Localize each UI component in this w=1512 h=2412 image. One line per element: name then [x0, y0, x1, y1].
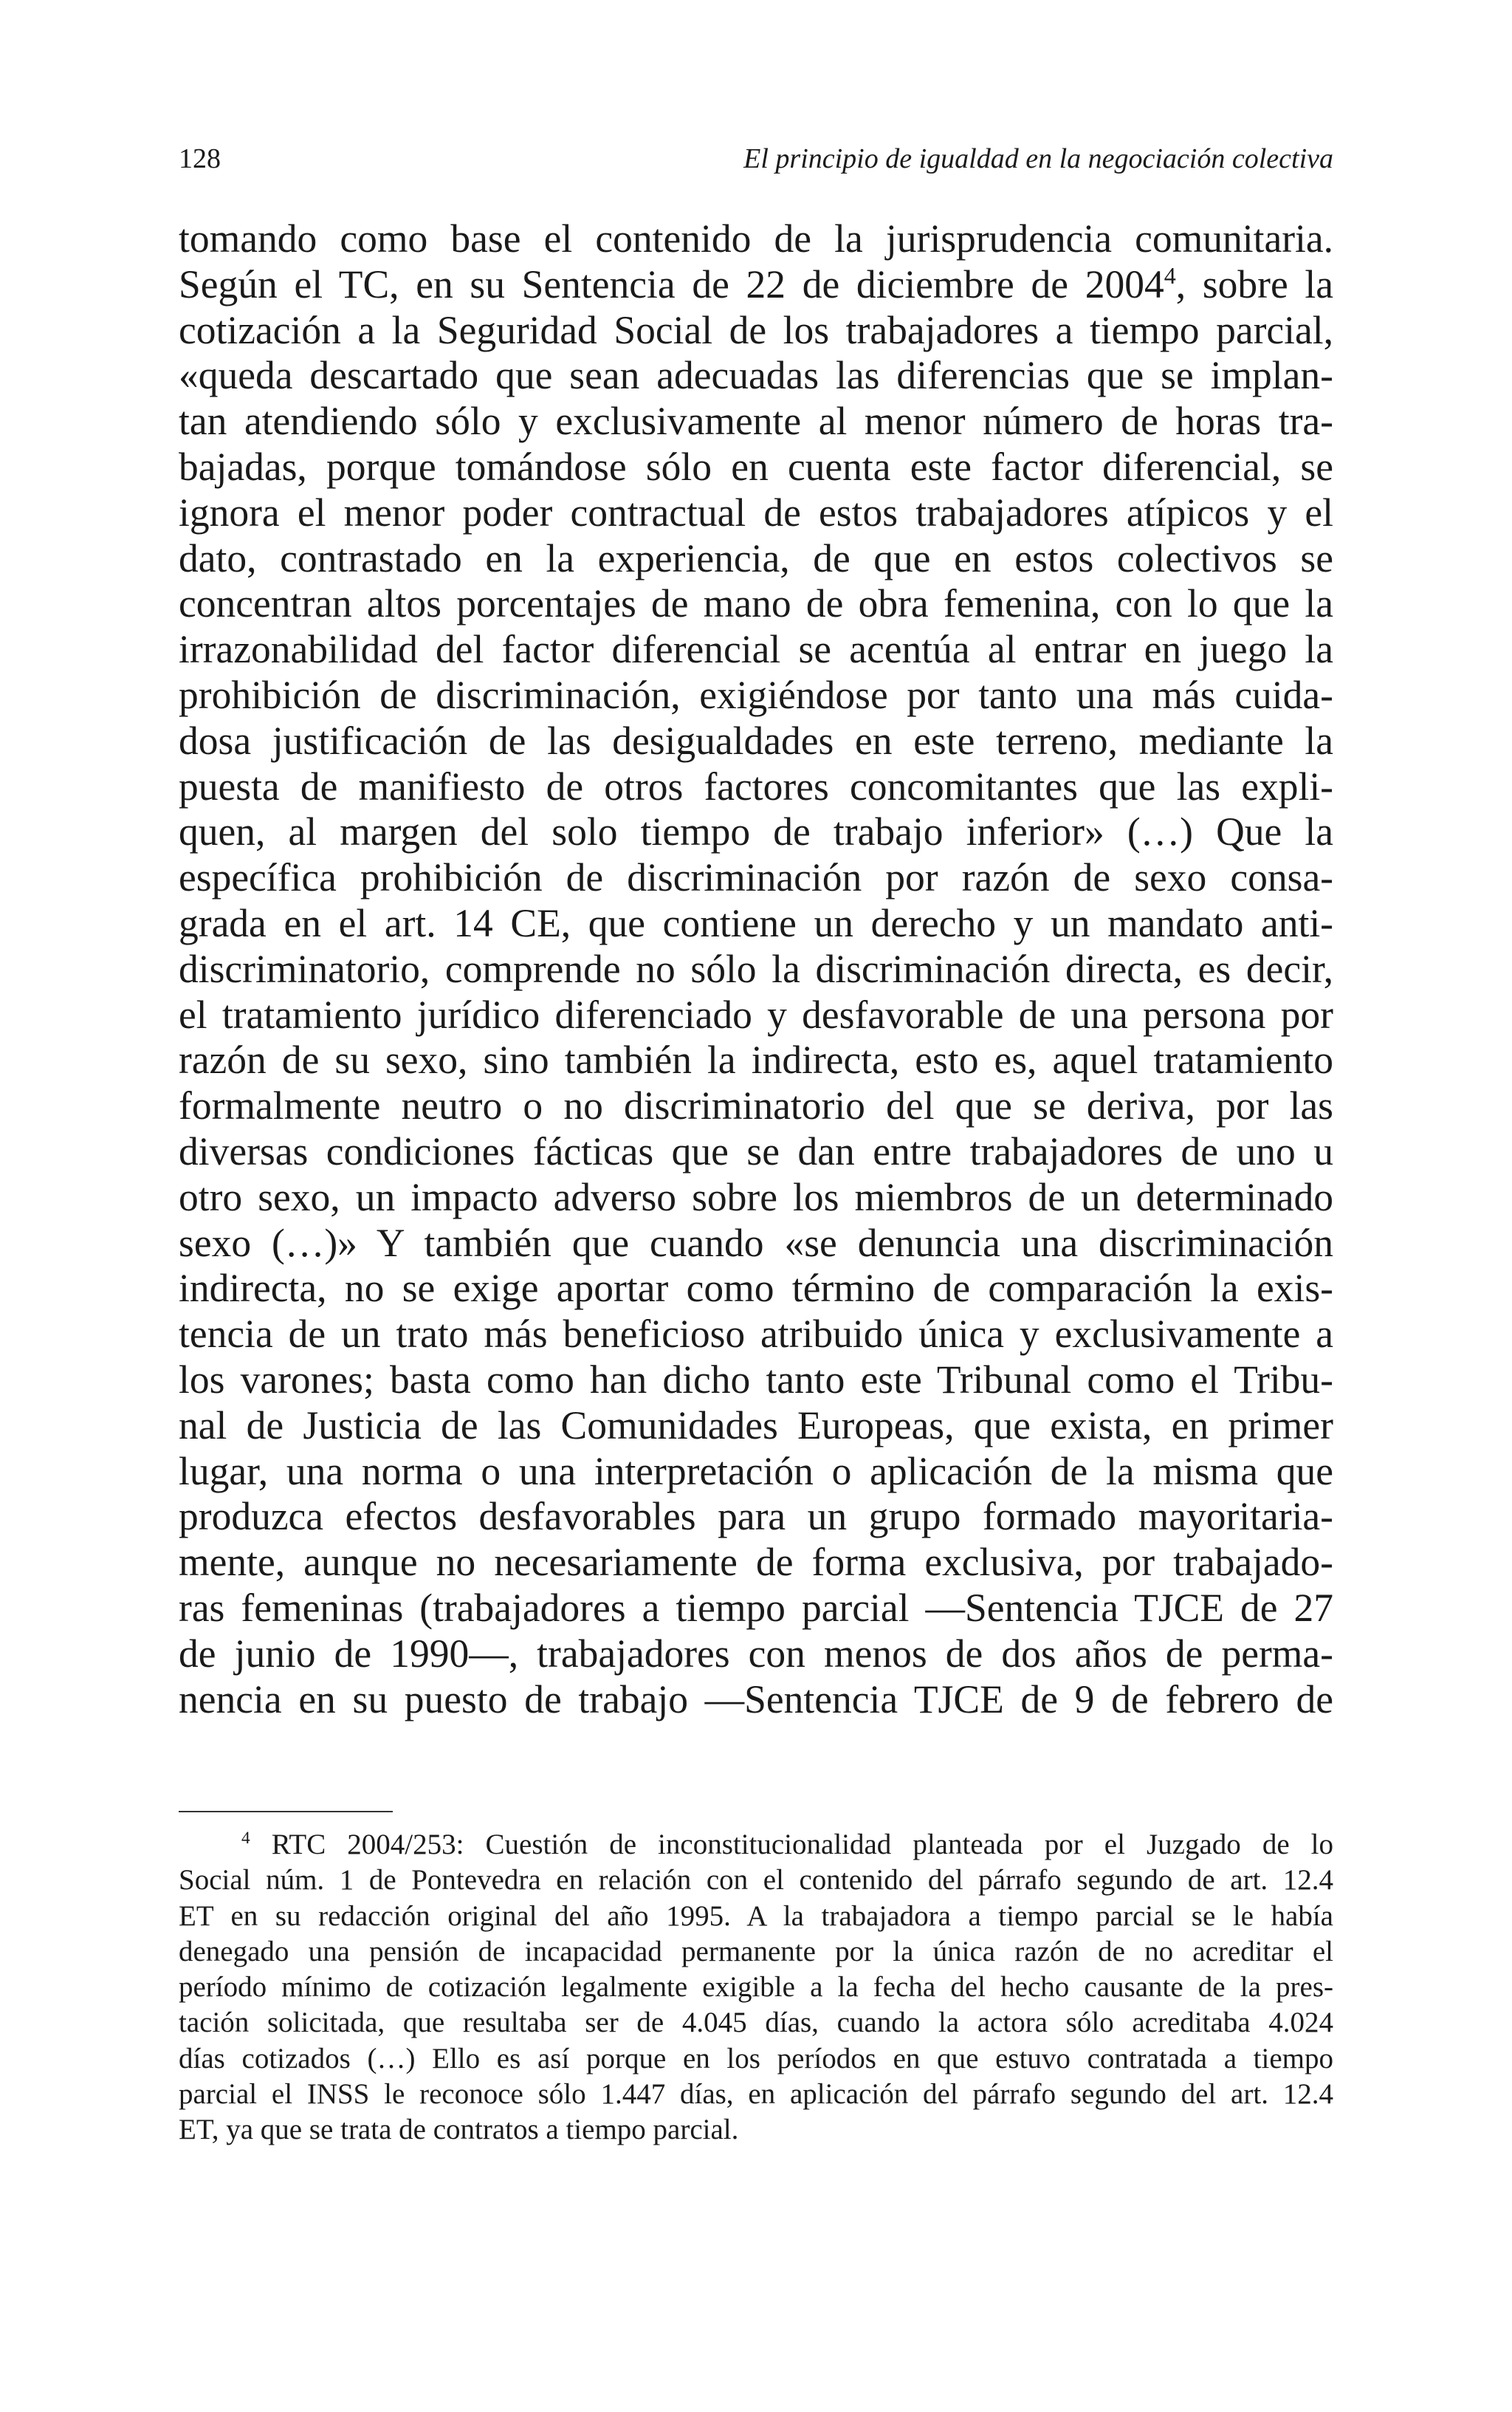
text-line: los varones; basta como han dicho tanto este Tribunal como el Tribu-	[179, 1357, 1333, 1402]
footnote-line: días cotizados (…) Ello es así porque en los períodos en que estuvo contratada a tiempo	[179, 2042, 1333, 2074]
footnote-line: parcial el INSS le reconoce sólo 1.447 días, en aplicación del párrafo segundo del art. 12.4	[179, 2078, 1333, 2111]
text-line: discriminatorio, comprende no sólo la discriminación directa, es decir,	[179, 946, 1333, 991]
body-text	[179, 216, 1333, 1722]
footnote-line: Social núm. 1 de Pontevedra en relación con el contenido del párrafo segundo de art. 12.4	[179, 1864, 1333, 1897]
footnote-text: RTC 2004/253: Cuestión de inconstitucionalidad planteada por el Juzgado de lo	[271, 1829, 1334, 1860]
text-line: el tratamiento jurídico diferenciado y desfavorable de una persona por	[179, 992, 1333, 1037]
text-line: diversas condiciones fácticas que se dan entre trabajadores de uno u	[179, 1128, 1333, 1174]
footnote-line: denegado una pensión de incapacidad permanente por la única razón de no acreditar el	[179, 1935, 1333, 1967]
text-line: tan atendiendo sólo y exclusivamente al menor número de horas tra-	[179, 399, 1333, 444]
text-line: de junio de 1990—, trabajadores con menos de dos años de perma-	[179, 1631, 1333, 1676]
text-line: puesta de manifiesto de otros factores concomitantes que las expli-	[179, 764, 1333, 809]
text-line-with-footnote-ref	[179, 262, 1333, 308]
text-line: ras femeninas (trabajadores a tiempo parcial —Sentencia TJCE de 27	[179, 1585, 1333, 1630]
footnote-reference[interactable]: 4	[1164, 261, 1176, 289]
footnote-line: ET en su redacción original del año 1995. A la trabajadora a tiempo parcial se le había	[179, 1899, 1333, 1932]
text-line: grada en el art. 14 CE, que contiene un derecho y un mandato anti-	[179, 900, 1333, 945]
footnote-divider	[179, 1811, 393, 1812]
text-line: nencia en su puesto de trabajo —Sentencia TJCE de 9 de febrero de	[179, 1676, 1333, 1721]
text-segment: , sobre la	[1175, 261, 1334, 306]
text-line: sexo (…)» Y también que cuando «se denuncia una discriminación	[179, 1220, 1333, 1265]
text-line: tomando como base el contenido de la jurisprudencia comunitaria.	[179, 216, 1333, 261]
page-header	[179, 137, 1333, 181]
text-line: formalmente neutro o no discriminatorio del que se deriva, por las	[179, 1083, 1333, 1128]
text-line: dosa justificación de las desigualdades en este terreno, mediante la	[179, 718, 1333, 763]
text-line: otro sexo, un impacto adverso sobre los miembros de un determinado	[179, 1174, 1333, 1219]
text-line: tencia de un trato más beneficioso atribuido única y exclusivamente a	[179, 1312, 1333, 1357]
text-line: bajadas, porque tomándose sólo en cuenta este factor diferencial, se	[179, 444, 1333, 489]
text-line: ignora el menor poder contractual de estos trabajadores atípicos y el	[179, 490, 1333, 535]
text-line: concentran altos porcentajes de mano de obra femenina, con lo que la	[179, 581, 1333, 626]
footnote	[179, 1827, 1333, 2148]
footnote-line: tación solicitada, que resultaba ser de 4.045 días, cuando la actora sólo acreditaba 4.024	[179, 2007, 1333, 2039]
footnote-marker: 4	[241, 1829, 250, 1848]
text-line: indirecta, no se exige aportar como término de comparación la exis-	[179, 1266, 1333, 1311]
footnote-line: ET, ya que se trata de contratos a tiempo parcial.	[179, 2114, 739, 2146]
text-line: irrazonabilidad del factor diferencial se acentúa al entrar en juego la	[179, 627, 1333, 672]
text-line: prohibición de discriminación, exigiéndose por tanto una más cuida-	[179, 672, 1333, 717]
text-line: produzca efectos desfavorables para un grupo formado mayoritaria-	[179, 1494, 1333, 1539]
text-segment: Según el TC, en su Sentencia de 22 de diciembre de 2004	[179, 261, 1164, 306]
body-paragraph	[179, 216, 1333, 1722]
footnote-line: período mínimo de cotización legalmente exigible a la fecha del hecho causante de la pres-	[179, 1971, 1333, 2004]
page-number: 128	[179, 143, 221, 174]
text-line: dato, contrastado en la experiencia, de que en estos colectivos se	[179, 535, 1333, 580]
text-line: razón de su sexo, sino también la indirecta, esto es, aquel tratamiento	[179, 1038, 1333, 1083]
text-line: nal de Justicia de las Comunidades Europeas, que exista, en primer	[179, 1402, 1333, 1447]
running-title: El principio de igualdad en la negociación colectiva	[743, 143, 1333, 174]
text-line: específica prohibición de discriminación por razón de sexo consa-	[179, 855, 1333, 900]
text-line: cotización a la Seguridad Social de los trabajadores a tiempo parcial,	[179, 307, 1333, 352]
footnote-line	[179, 1827, 1333, 1863]
text-line: quen, al margen del solo tiempo de trabajo inferior» (…) Que la	[179, 809, 1333, 854]
text-line: «queda descartado que sean adecuadas las diferencias que se implan-	[179, 353, 1333, 398]
text-line: lugar, una norma o una interpretación o aplicación de la misma que	[179, 1448, 1333, 1493]
text-line: mente, aunque no necesariamente de forma exclusiva, por trabajado-	[179, 1540, 1333, 1585]
